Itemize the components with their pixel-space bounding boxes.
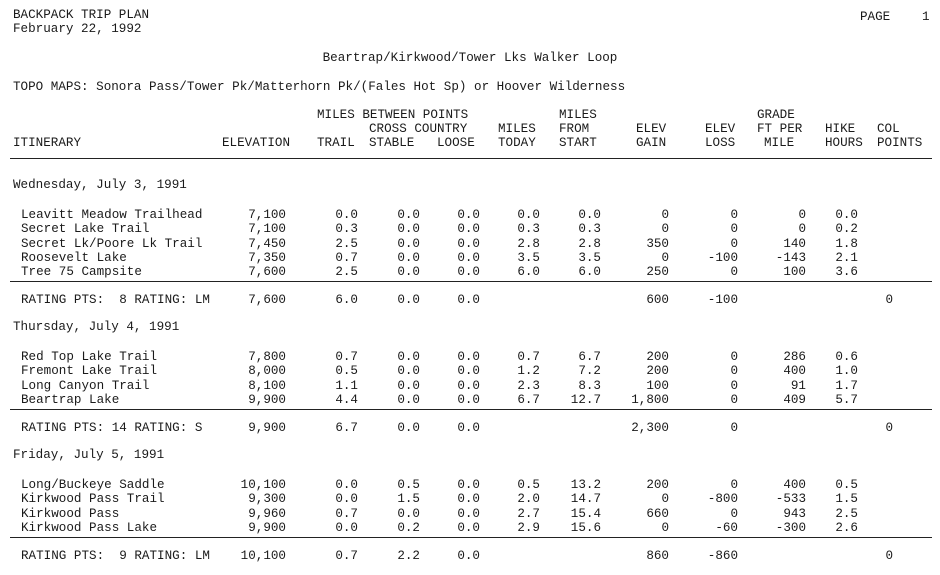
waypoint-name: Roosevelt Lake [21, 251, 127, 265]
summary-elevation: 10,100 [240, 549, 286, 563]
summary-label: RATING PTS: 14 RATING: S [21, 421, 203, 435]
cell-grade: -533 [775, 492, 806, 506]
cell-trail: 2.5 [335, 237, 358, 251]
cell-elev-gain: 200 [646, 364, 669, 378]
cell-loose: 0.0 [457, 507, 480, 521]
cell-stable: 1.5 [397, 492, 420, 506]
cell-elev-loss: 0 [730, 507, 738, 521]
cell-miles-today: 0.5 [517, 478, 540, 492]
cell-grade: 91 [790, 379, 806, 393]
header-grade-2: MILE [764, 136, 795, 150]
header-col-1: COL [877, 122, 900, 136]
cell-trail: 0.0 [335, 478, 358, 492]
summary-stable: 2.2 [397, 549, 420, 563]
header-from-start-2: START [559, 136, 597, 150]
cell-elevation: 7,350 [248, 251, 286, 265]
cell-grade: -300 [775, 521, 806, 535]
waypoint-name: Kirkwood Pass [21, 507, 120, 521]
summary-label: RATING PTS: 9 RATING: LM [21, 549, 210, 563]
cell-elev-gain: 660 [646, 507, 669, 521]
cell-loose: 0.0 [457, 251, 480, 265]
cell-miles-today: 0.3 [517, 222, 540, 236]
cell-stable: 0.0 [397, 222, 420, 236]
cell-loose: 0.0 [457, 208, 480, 222]
cell-elev-gain: 0 [661, 521, 669, 535]
summary-col: 0 [885, 549, 893, 563]
cell-from-start: 12.7 [570, 393, 601, 407]
cell-from-start: 13.2 [570, 478, 601, 492]
cell-from-start: 2.8 [578, 237, 601, 251]
cell-elev-loss: 0 [730, 379, 738, 393]
cell-miles-today: 6.7 [517, 393, 540, 407]
report-title: BACKPACK TRIP PLAN [13, 8, 150, 22]
cell-miles-today: 3.5 [517, 251, 540, 265]
cell-elev-gain: 250 [646, 265, 669, 279]
cell-loose: 0.0 [457, 222, 480, 236]
day-heading: Thursday, July 4, 1991 [13, 320, 180, 334]
cell-miles-today: 2.0 [517, 492, 540, 506]
cell-trail: 1.1 [335, 379, 358, 393]
header-rule [10, 158, 932, 159]
cell-grade: 0 [798, 222, 806, 236]
cell-elev-loss: -800 [707, 492, 738, 506]
cell-elev-loss: 0 [730, 350, 738, 364]
cell-from-start: 6.7 [578, 350, 601, 364]
waypoint-name: Beartrap Lake [21, 393, 120, 407]
cell-elev-gain: 200 [646, 478, 669, 492]
header-stable: STABLE [369, 136, 415, 150]
header-miles-today-1: MILES [498, 122, 536, 136]
cell-loose: 0.0 [457, 237, 480, 251]
cell-hike-hours: 2.1 [835, 251, 858, 265]
cell-trail: 0.3 [335, 222, 358, 236]
topo-maps: TOPO MAPS: Sonora Pass/Tower Pk/Matterhorn Pk/(Fales Hot Sp) or Hoover Wilderness [13, 80, 626, 94]
cell-grade: 943 [783, 507, 806, 521]
cell-elev-loss: 0 [730, 478, 738, 492]
summary-loss: -100 [707, 293, 738, 307]
cell-hike-hours: 3.6 [835, 265, 858, 279]
cell-loose: 0.0 [457, 492, 480, 506]
header-elev-gain-1: ELEV [636, 122, 667, 136]
header-hike-2: HOURS [825, 136, 863, 150]
cell-stable: 0.0 [397, 379, 420, 393]
cell-stable: 0.0 [397, 237, 420, 251]
cell-grade: 409 [783, 393, 806, 407]
cell-elevation: 9,960 [248, 507, 286, 521]
cell-elevation: 9,300 [248, 492, 286, 506]
cell-elev-gain: 1,800 [631, 393, 669, 407]
report-date: February 22, 1992 [13, 22, 142, 36]
day-heading: Friday, July 5, 1991 [13, 448, 165, 462]
cell-from-start: 0.0 [578, 208, 601, 222]
cell-elev-loss: -60 [715, 521, 738, 535]
cell-hike-hours: 0.2 [835, 222, 858, 236]
cell-loose: 0.0 [457, 393, 480, 407]
cell-elevation: 7,450 [248, 237, 286, 251]
header-elevation: ELEVATION [222, 136, 291, 150]
summary-rule [10, 409, 932, 410]
cell-trail: 0.7 [335, 507, 358, 521]
cell-miles-today: 2.9 [517, 521, 540, 535]
header-loose: LOOSE [437, 136, 475, 150]
waypoint-name: Kirkwood Pass Trail [21, 492, 165, 506]
header-from-start-1: FROM [559, 122, 590, 136]
cell-miles-today: 2.8 [517, 237, 540, 251]
summary-elevation: 7,600 [248, 293, 286, 307]
cell-elevation: 7,600 [248, 265, 286, 279]
cell-hike-hours: 1.8 [835, 237, 858, 251]
cell-stable: 0.0 [397, 265, 420, 279]
cell-hike-hours: 5.7 [835, 393, 858, 407]
cell-trail: 0.0 [335, 521, 358, 535]
cell-loose: 0.0 [457, 350, 480, 364]
cell-miles-today: 0.7 [517, 350, 540, 364]
cell-miles-today: 1.2 [517, 364, 540, 378]
header-miles-today-2: TODAY [498, 136, 536, 150]
cell-stable: 0.0 [397, 507, 420, 521]
cell-from-start: 15.6 [570, 521, 601, 535]
cell-hike-hours: 2.5 [835, 507, 858, 521]
cell-from-start: 7.2 [578, 364, 601, 378]
header-grade-1: FT PER [757, 122, 803, 136]
cell-loose: 0.0 [457, 364, 480, 378]
summary-elevation: 9,900 [248, 421, 286, 435]
cell-elev-gain: 0 [661, 208, 669, 222]
cell-from-start: 6.0 [578, 265, 601, 279]
route-name: Beartrap/Kirkwood/Tower Lks Walker Loop [322, 51, 618, 65]
summary-col: 0 [885, 421, 893, 435]
summary-loose: 0.0 [457, 421, 480, 435]
cell-hike-hours: 0.0 [835, 208, 858, 222]
cell-elev-gain: 200 [646, 350, 669, 364]
cell-elev-loss: -100 [707, 251, 738, 265]
waypoint-name: Long/Buckeye Saddle [21, 478, 165, 492]
summary-rule [10, 281, 932, 282]
cell-elevation: 10,100 [240, 478, 286, 492]
header-elev-loss-1: ELEV [705, 122, 736, 136]
cell-elevation: 9,900 [248, 521, 286, 535]
cell-elev-loss: 0 [730, 265, 738, 279]
cell-stable: 0.2 [397, 521, 420, 535]
cell-hike-hours: 0.6 [835, 350, 858, 364]
cell-grade: 286 [783, 350, 806, 364]
cell-elevation: 7,100 [248, 222, 286, 236]
cell-from-start: 15.4 [570, 507, 601, 521]
summary-gain: 600 [646, 293, 669, 307]
cell-hike-hours: 1.0 [835, 364, 858, 378]
cell-elev-loss: 0 [730, 393, 738, 407]
cell-stable: 0.0 [397, 350, 420, 364]
cell-loose: 0.0 [457, 265, 480, 279]
header-col-2: POINTS [877, 136, 923, 150]
cell-elevation: 8,000 [248, 364, 286, 378]
summary-trail: 6.7 [335, 421, 358, 435]
header-trail: TRAIL [317, 136, 355, 150]
cell-miles-today: 2.7 [517, 507, 540, 521]
cell-from-start: 0.3 [578, 222, 601, 236]
summary-loose: 0.0 [457, 549, 480, 563]
cell-elev-loss: 0 [730, 222, 738, 236]
header-miles-from-top: MILES [559, 108, 597, 122]
summary-stable: 0.0 [397, 293, 420, 307]
cell-elev-gain: 0 [661, 492, 669, 506]
waypoint-name: Kirkwood Pass Lake [21, 521, 158, 535]
waypoint-name: Secret Lk/Poore Lk Trail [21, 237, 203, 251]
page-number: 1 [922, 10, 930, 24]
cell-elev-gain: 100 [646, 379, 669, 393]
summary-gain: 2,300 [631, 421, 669, 435]
summary-trail: 0.7 [335, 549, 358, 563]
header-hike-1: HIKE [825, 122, 856, 136]
cell-stable: 0.0 [397, 364, 420, 378]
cell-trail: 4.4 [335, 393, 358, 407]
cell-hike-hours: 2.6 [835, 521, 858, 535]
header-miles-between-points: MILES BETWEEN POINTS [317, 108, 469, 122]
cell-hike-hours: 1.7 [835, 379, 858, 393]
summary-trail: 6.0 [335, 293, 358, 307]
header-elev-loss-2: LOSS [705, 136, 736, 150]
cell-trail: 0.7 [335, 350, 358, 364]
summary-loss: 0 [730, 421, 738, 435]
cell-miles-today: 6.0 [517, 265, 540, 279]
cell-from-start: 8.3 [578, 379, 601, 393]
cell-from-start: 14.7 [570, 492, 601, 506]
summary-loss: -860 [707, 549, 738, 563]
header-cross-country: CROSS COUNTRY [369, 122, 468, 136]
waypoint-name: Red Top Lake Trail [21, 350, 158, 364]
waypoint-name: Secret Lake Trail [21, 222, 150, 236]
cell-elev-loss: 0 [730, 364, 738, 378]
cell-trail: 0.5 [335, 364, 358, 378]
cell-loose: 0.0 [457, 478, 480, 492]
cell-grade: 0 [798, 208, 806, 222]
summary-rule [10, 537, 932, 538]
cell-stable: 0.0 [397, 393, 420, 407]
summary-stable: 0.0 [397, 421, 420, 435]
day-heading: Wednesday, July 3, 1991 [13, 178, 187, 192]
cell-elevation: 7,100 [248, 208, 286, 222]
cell-miles-today: 2.3 [517, 379, 540, 393]
cell-elevation: 9,900 [248, 393, 286, 407]
waypoint-name: Long Canyon Trail [21, 379, 150, 393]
cell-loose: 0.0 [457, 379, 480, 393]
cell-miles-today: 0.0 [517, 208, 540, 222]
cell-elevation: 8,100 [248, 379, 286, 393]
header-elev-gain-2: GAIN [636, 136, 667, 150]
page-label: PAGE [860, 10, 891, 24]
cell-stable: 0.0 [397, 251, 420, 265]
cell-trail: 0.0 [335, 492, 358, 506]
cell-stable: 0.5 [397, 478, 420, 492]
cell-grade: 400 [783, 364, 806, 378]
cell-stable: 0.0 [397, 208, 420, 222]
cell-loose: 0.0 [457, 521, 480, 535]
summary-loose: 0.0 [457, 293, 480, 307]
waypoint-name: Tree 75 Campsite [21, 265, 142, 279]
cell-elev-gain: 0 [661, 251, 669, 265]
header-itinerary: ITINERARY [13, 136, 82, 150]
cell-elev-loss: 0 [730, 208, 738, 222]
cell-trail: 0.7 [335, 251, 358, 265]
cell-hike-hours: 0.5 [835, 478, 858, 492]
summary-gain: 860 [646, 549, 669, 563]
cell-grade: -143 [775, 251, 806, 265]
waypoint-name: Leavitt Meadow Trailhead [21, 208, 203, 222]
cell-trail: 2.5 [335, 265, 358, 279]
cell-from-start: 3.5 [578, 251, 601, 265]
summary-label: RATING PTS: 8 RATING: LM [21, 293, 210, 307]
cell-grade: 140 [783, 237, 806, 251]
cell-elevation: 7,800 [248, 350, 286, 364]
cell-elev-loss: 0 [730, 237, 738, 251]
summary-col: 0 [885, 293, 893, 307]
header-grade-top: GRADE [757, 108, 795, 122]
waypoint-name: Fremont Lake Trail [21, 364, 158, 378]
cell-grade: 100 [783, 265, 806, 279]
cell-elev-gain: 350 [646, 237, 669, 251]
cell-hike-hours: 1.5 [835, 492, 858, 506]
cell-grade: 400 [783, 478, 806, 492]
cell-elev-gain: 0 [661, 222, 669, 236]
cell-trail: 0.0 [335, 208, 358, 222]
